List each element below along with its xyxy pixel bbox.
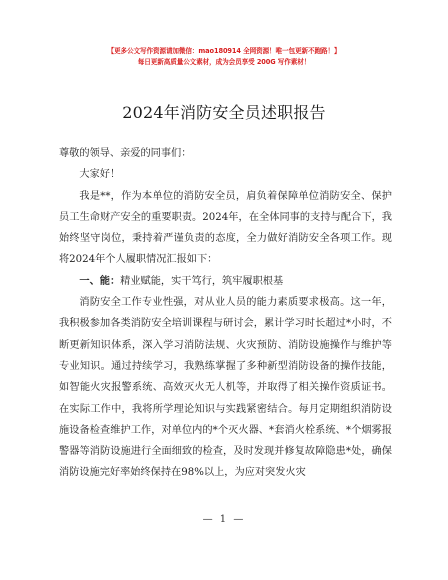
greeting: 大家好！: [79, 169, 121, 181]
document-title: 2024年消防安全员述职报告: [122, 103, 326, 122]
section-1-heading-label: 一、能：: [79, 274, 121, 287]
intro-paragraph: 我是**，作为本单位的消防安全员，肩负着保障单位消防安全、保护员工生命财产安全的重要职责。2024年，在全体同事的支持与配合下，我始终坚守岗位，秉持着严谨负责的态度，全力做好消防安全各项工作。现将2024年个人履职情况汇报如下：: [59, 190, 392, 266]
promo-banner-line-2: 每日更新高质量公文素材，成为会员享受 200G 写作素材！: [137, 58, 311, 66]
document-body: [59, 143, 392, 484]
page-number: — 1 —: [202, 514, 246, 525]
section-1-paragraph: 消防安全工作专业性强，对从业人员的能力素质要求极高。这一年，我积极参加各类消防安全培训课程与研讨会，累计学习时长超过*小时，不断更新知识体系，深入学习消防法规、火灾预防、消防设施操作与维护等专业知识。通过持续学习，我熟练掌握了多种新型消防设备的操作技能，如智能火灾报警系统、高效灭火无人机等，并取得了相关操作资质证书。在实际工作中，我将所学理论知识与实践紧密结合。每月定期组织消防设施设备检查维护工作，对单位内的*个灭火器、*套消火栓系统、*个烟雾报警器等消防设施进行全面细致的检查，及时发现并修复故障隐患*处，确保消防设施完好率始终保持在98%以上，为应对突发火灾: [59, 297, 392, 479]
section-1-heading-text: 精业赋能，实干笃行，筑牢履职根基: [120, 275, 284, 287]
salutation: 尊敬的领导、亲爱的同事们：: [59, 148, 192, 159]
section-1-heading: [59, 271, 392, 292]
promo-banner-line-1: 【更多公文写作资源请加微信：mao180914 全网资源！唯一包更新不跑路！】: [107, 47, 341, 55]
